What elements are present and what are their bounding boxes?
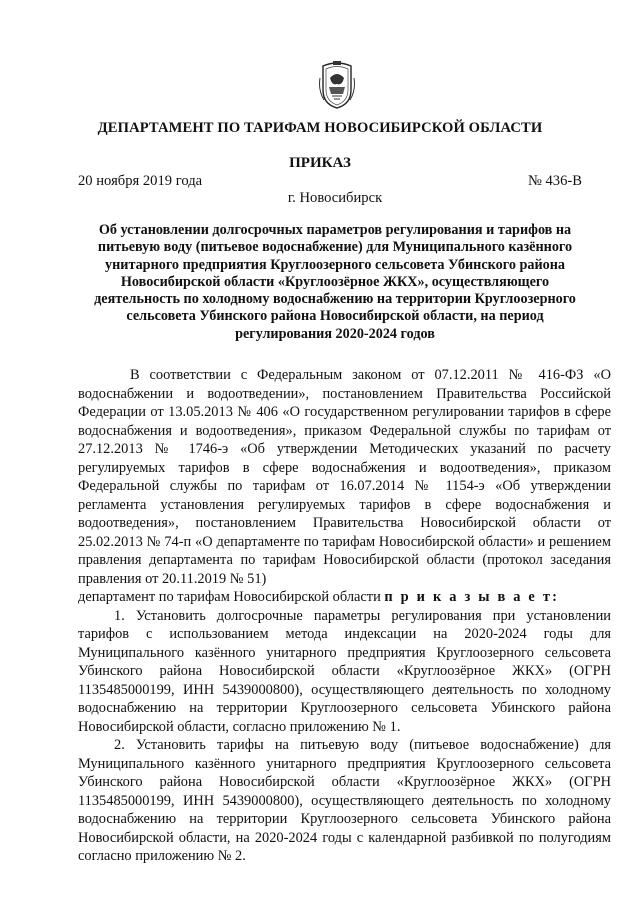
coat-of-arms-icon — [318, 60, 356, 110]
order-city: г. Новосибирск — [287, 190, 383, 206]
preamble-paragraph: В соответствии с Федеральным законом от 07.12.2011 № 416-ФЗ «О водоснабжении и водоотведении», постановлением Правительства Российской Федерации от 13.05.2013 № 406 «О государственном регулировании тарифов в сфере водоснабжения и водоотведения», приказом Федеральной службы по тарифам от 27.12.2013 № 1746-э «Об утверждении Методических указаний по расчету регулируемых тарифов в сфере водоснабжения и водоотведения», приказом Федеральной службы по тарифам от 16.07.2014 № 1154-э «Об утверждении регламента установления регулируемых тарифов в сфере водоснабжения и водоотведения», постановлением Правительства Новосибирской области от 25.02.2013 № 74-п «О департаменте по тарифам Новосибирской области» и решением правления департамента по тарифам Новосибирской области (протокол заседания правления от 20.11.2019 № 51) — [78, 367, 611, 587]
order-body — [78, 366, 611, 866]
order-intro-text: департамент по тарифам Новосибирской области — [78, 589, 385, 605]
order-date: 20 ноября 2019 года — [78, 173, 203, 189]
order-number: № 436-В — [527, 173, 582, 189]
order-intro-paragraph — [78, 588, 611, 607]
order-word: п р и к а з ы в а е т: — [384, 589, 560, 605]
department-name: ДЕПАРТАМЕНТ ПО ТАРИФАМ НОВОСИБИРСКОЙ ОБЛАСТИ — [97, 120, 543, 136]
item-2-paragraph: 2. Установить тарифы на питьевую воду (питьевое водоснабжение) для Муниципального казённого унитарного предприятия Круглоозерного сельсовета Убинского района Новосибирской области «Круглоозёрное ЖКХ» (ОГРН 1135485000199, ИНН 5439000800), осуществляющего деятельность по холодному водоснабжению на территории Круглоозерного сельсовета Убинского района Новосибирской области, на 2020-2024 годы с календарной разбивкой по полугодиям согласно приложению № 2. — [78, 737, 611, 864]
order-title: Об установлении долгосрочных параметров регулирования и тарифов на питьевую воду (питьевое водоснабжение) для Муниципального казённого унитарного предприятия Круглоозерного сельсовета Убинского района Новосибирской области «Круглоозёрное ЖКХ», осуществляющего деятельность по холодному водоснабжению на территории Круглоозерного сельсовета Убинского района Новосибирской области, на период регулирования 2020-2024 годов — [94, 222, 576, 342]
item-1-paragraph: 1. Установить долгосрочные параметры регулирования при установлении тарифов с использованием метода индексации на 2020-2024 годы для Муниципального казённого унитарного предприятия Круглоозерного сельсовета Убинского района Новосибирской области «Круглоозёрное ЖКХ» (ОГРН 1135485000199, ИНН 5439000800), осуществляющего деятельность по холодному водоснабжению на территории Круглоозерного сельсовета Убинского района Новосибирской области, согласно приложению № 1. — [78, 607, 611, 735]
document-type: ПРИКАЗ — [289, 155, 351, 171]
